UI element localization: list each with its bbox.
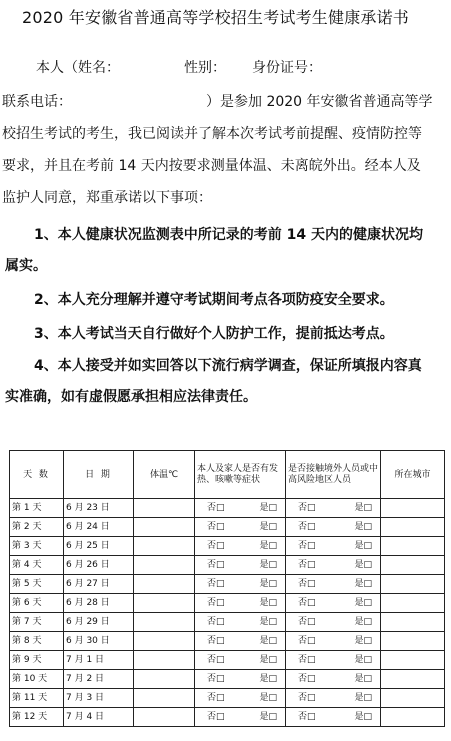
symptoms-yes-checkbox[interactable]: 是□ [259, 598, 277, 608]
symptoms-yes-checkbox[interactable]: 是□ [259, 522, 277, 532]
symptoms-yes-checkbox[interactable]: 是□ [259, 655, 277, 665]
contact-no-checkbox[interactable]: 否□ [298, 579, 316, 589]
date-cell: 6 月 24 日 [64, 518, 134, 537]
symptoms-yes-checkbox[interactable]: 是□ [259, 560, 277, 570]
pledge-item-2: 2、本人充分理解并遵守考试期间考点各项防疫安全要求。 [34, 292, 394, 308]
gender-label: 性别： [184, 60, 226, 76]
table-row [10, 670, 445, 689]
temperature-cell[interactable] [134, 670, 195, 689]
name-label: 本人（姓名： [36, 60, 120, 76]
date-cell: 6 月 27 日 [64, 575, 134, 594]
contact-no-checkbox[interactable]: 否□ [298, 541, 316, 551]
contact-no-checkbox[interactable]: 否□ [298, 655, 316, 665]
contact-yes-checkbox[interactable]: 是□ [354, 541, 372, 551]
symptoms-yes-checkbox[interactable]: 是□ [259, 617, 277, 627]
day-cell: 第 6 天 [10, 594, 64, 613]
date-cell: 7 月 1 日 [64, 651, 134, 670]
symptoms-yes-checkbox[interactable]: 是□ [259, 503, 277, 513]
day-cell: 第 9 天 [10, 651, 64, 670]
temperature-cell[interactable] [134, 518, 195, 537]
contact-cell[interactable] [286, 708, 381, 727]
symptoms-options [197, 579, 283, 589]
symptoms-cell[interactable] [195, 499, 286, 518]
contact-cell[interactable] [286, 518, 381, 537]
header-contact: 是否接触境外人员或中高风险地区人员 [286, 451, 381, 499]
symptoms-cell[interactable] [195, 670, 286, 689]
symptoms-cell[interactable] [195, 575, 286, 594]
intro-line: 校招生考试的考生，我已阅读并了解本次考试考前提醒、疫情防控等 [2, 126, 422, 142]
contact-options [288, 579, 378, 589]
pledge-item-4: 4、本人接受并如实回答以下流行病学调查，保证所填报内容真 [34, 358, 422, 374]
pledge-item-3: 3、本人考试当天自行做好个人防护工作，提前抵达考点。 [34, 326, 394, 342]
date-cell: 6 月 30 日 [64, 632, 134, 651]
phone-label: 联系电话： [2, 94, 72, 110]
symptoms-no-checkbox[interactable]: 否□ [207, 674, 225, 684]
date-cell: 6 月 29 日 [64, 613, 134, 632]
contact-options [288, 541, 378, 551]
header-date: 日 期 [64, 451, 134, 499]
table-row [10, 651, 445, 670]
city-cell[interactable] [381, 708, 445, 727]
temperature-cell[interactable] [134, 689, 195, 708]
contact-yes-checkbox[interactable]: 是□ [354, 560, 372, 570]
city-cell[interactable] [381, 499, 445, 518]
symptoms-cell[interactable] [195, 632, 286, 651]
contact-cell[interactable] [286, 651, 381, 670]
table-row [10, 575, 445, 594]
header-temperature: 体温℃ [134, 451, 195, 499]
date-cell: 7 月 2 日 [64, 670, 134, 689]
contact-cell[interactable] [286, 613, 381, 632]
day-cell: 第 4 天 [10, 556, 64, 575]
day-cell: 第 7 天 [10, 613, 64, 632]
contact-options [288, 655, 378, 665]
contact-options [288, 712, 378, 722]
pledge-item-4-continued: 实准确，如有虚假愿承担相应法律责任。 [5, 389, 257, 405]
symptoms-options [197, 712, 283, 722]
day-cell: 第 5 天 [10, 575, 64, 594]
symptoms-cell[interactable] [195, 556, 286, 575]
symptoms-no-checkbox[interactable]: 否□ [207, 617, 225, 627]
table-row [10, 689, 445, 708]
id-number-label: 身份证号： [252, 60, 322, 76]
symptoms-yes-checkbox[interactable]: 是□ [259, 579, 277, 589]
symptoms-yes-checkbox[interactable]: 是□ [259, 541, 277, 551]
symptoms-yes-checkbox[interactable]: 是□ [259, 674, 277, 684]
city-cell[interactable] [381, 594, 445, 613]
pledge-item-1: 1、本人健康状况监测表中所记录的考前 14 天内的健康状况均 [34, 227, 423, 243]
symptoms-yes-checkbox[interactable]: 是□ [259, 636, 277, 646]
table-row [10, 537, 445, 556]
table-row [10, 518, 445, 537]
day-cell: 第 2 天 [10, 518, 64, 537]
symptoms-cell[interactable] [195, 651, 286, 670]
symptoms-no-checkbox[interactable]: 否□ [207, 693, 225, 703]
symptoms-options [197, 503, 283, 513]
contact-options [288, 598, 378, 608]
contact-cell[interactable] [286, 594, 381, 613]
city-cell[interactable] [381, 632, 445, 651]
table-row [10, 499, 445, 518]
contact-cell[interactable] [286, 556, 381, 575]
symptoms-yes-checkbox[interactable]: 是□ [259, 712, 277, 722]
symptoms-no-checkbox[interactable]: 否□ [207, 560, 225, 570]
contact-yes-checkbox[interactable]: 是□ [354, 636, 372, 646]
contact-options [288, 522, 378, 532]
intro-line: 监护人同意，郑重承诺以下事项： [2, 190, 212, 206]
contact-cell[interactable] [286, 670, 381, 689]
symptoms-options [197, 636, 283, 646]
table-row [10, 613, 445, 632]
document-title: 2020 年安徽省普通高等学校招生考试考生健康承诺书 [22, 8, 410, 27]
header-day: 天 数 [10, 451, 64, 499]
day-cell: 第 8 天 [10, 632, 64, 651]
contact-no-checkbox[interactable]: 否□ [298, 560, 316, 570]
contact-yes-checkbox[interactable]: 是□ [354, 617, 372, 627]
contact-cell[interactable] [286, 537, 381, 556]
temperature-cell[interactable] [134, 632, 195, 651]
symptoms-cell[interactable] [195, 613, 286, 632]
contact-yes-checkbox[interactable]: 是□ [354, 522, 372, 532]
city-cell[interactable] [381, 651, 445, 670]
header-symptoms: 本人及家人是否有发热、咳嗽等症状 [195, 451, 286, 499]
header-city: 所在城市 [381, 451, 445, 499]
date-cell: 7 月 4 日 [64, 708, 134, 727]
symptoms-options [197, 560, 283, 570]
contact-yes-checkbox[interactable]: 是□ [354, 579, 372, 589]
city-cell[interactable] [381, 670, 445, 689]
contact-yes-checkbox[interactable]: 是□ [354, 712, 372, 722]
day-cell: 第 11 天 [10, 689, 64, 708]
contact-options [288, 674, 378, 684]
symptoms-options [197, 693, 283, 703]
intro-line: 要求，并且在考前 14 天内按要求测量体温、未离皖外出。经本人及 [2, 158, 421, 174]
contact-options [288, 636, 378, 646]
contact-no-checkbox[interactable]: 否□ [298, 598, 316, 608]
city-cell[interactable] [381, 537, 445, 556]
symptoms-options [197, 598, 283, 608]
contact-cell[interactable] [286, 689, 381, 708]
contact-options [288, 503, 378, 513]
contact-yes-checkbox[interactable]: 是□ [354, 598, 372, 608]
health-monitoring-table [9, 450, 445, 727]
symptoms-no-checkbox[interactable]: 否□ [207, 598, 225, 608]
temperature-cell[interactable] [134, 708, 195, 727]
city-cell[interactable] [381, 575, 445, 594]
date-cell: 6 月 25 日 [64, 537, 134, 556]
day-cell: 第 1 天 [10, 499, 64, 518]
symptoms-options [197, 541, 283, 551]
city-cell[interactable] [381, 689, 445, 708]
symptoms-no-checkbox[interactable]: 否□ [207, 712, 225, 722]
contact-yes-checkbox[interactable]: 是□ [354, 693, 372, 703]
temperature-cell[interactable] [134, 537, 195, 556]
temperature-cell[interactable] [134, 613, 195, 632]
symptoms-cell[interactable] [195, 518, 286, 537]
contact-yes-checkbox[interactable]: 是□ [354, 674, 372, 684]
temperature-cell[interactable] [134, 594, 195, 613]
day-cell: 第 3 天 [10, 537, 64, 556]
symptoms-options [197, 674, 283, 684]
symptoms-cell[interactable] [195, 689, 286, 708]
temperature-cell[interactable] [134, 499, 195, 518]
temperature-cell[interactable] [134, 556, 195, 575]
contact-yes-checkbox[interactable]: 是□ [354, 655, 372, 665]
table-row [10, 632, 445, 651]
symptoms-no-checkbox[interactable]: 否□ [207, 636, 225, 646]
temperature-cell[interactable] [134, 575, 195, 594]
date-cell: 7 月 3 日 [64, 689, 134, 708]
city-cell[interactable] [381, 613, 445, 632]
table-header-row [10, 451, 445, 499]
contact-options [288, 560, 378, 570]
contact-no-checkbox[interactable]: 否□ [298, 693, 316, 703]
symptoms-cell[interactable] [195, 708, 286, 727]
symptoms-no-checkbox[interactable]: 否□ [207, 522, 225, 532]
city-cell[interactable] [381, 556, 445, 575]
temperature-cell[interactable] [134, 651, 195, 670]
symptoms-cell[interactable] [195, 594, 286, 613]
symptoms-no-checkbox[interactable]: 否□ [207, 541, 225, 551]
day-cell: 第 10 天 [10, 670, 64, 689]
symptoms-no-checkbox[interactable]: 否□ [207, 503, 225, 513]
table-row [10, 708, 445, 727]
symptoms-no-checkbox[interactable]: 否□ [207, 579, 225, 589]
contact-cell[interactable] [286, 632, 381, 651]
day-cell: 第 12 天 [10, 708, 64, 727]
pledge-item-1-continued: 属实。 [5, 258, 47, 274]
symptoms-options [197, 617, 283, 627]
table-row [10, 594, 445, 613]
symptoms-options [197, 655, 283, 665]
contact-no-checkbox[interactable]: 否□ [298, 674, 316, 684]
symptoms-no-checkbox[interactable]: 否□ [207, 655, 225, 665]
city-cell[interactable] [381, 518, 445, 537]
contact-cell[interactable] [286, 575, 381, 594]
table-row [10, 556, 445, 575]
table-body [10, 499, 445, 727]
participation-text: ）是参加 2020 年安徽省普通高等学 [206, 94, 433, 110]
contact-no-checkbox[interactable]: 否□ [298, 617, 316, 627]
contact-cell[interactable] [286, 499, 381, 518]
symptoms-yes-checkbox[interactable]: 是□ [259, 693, 277, 703]
contact-no-checkbox[interactable]: 否□ [298, 636, 316, 646]
contact-no-checkbox[interactable]: 否□ [298, 522, 316, 532]
contact-yes-checkbox[interactable]: 是□ [354, 503, 372, 513]
contact-options [288, 617, 378, 627]
date-cell: 6 月 23 日 [64, 499, 134, 518]
contact-no-checkbox[interactable]: 否□ [298, 503, 316, 513]
date-cell: 6 月 28 日 [64, 594, 134, 613]
date-cell: 6 月 26 日 [64, 556, 134, 575]
contact-no-checkbox[interactable]: 否□ [298, 712, 316, 722]
symptoms-cell[interactable] [195, 537, 286, 556]
contact-options [288, 693, 378, 703]
symptoms-options [197, 522, 283, 532]
